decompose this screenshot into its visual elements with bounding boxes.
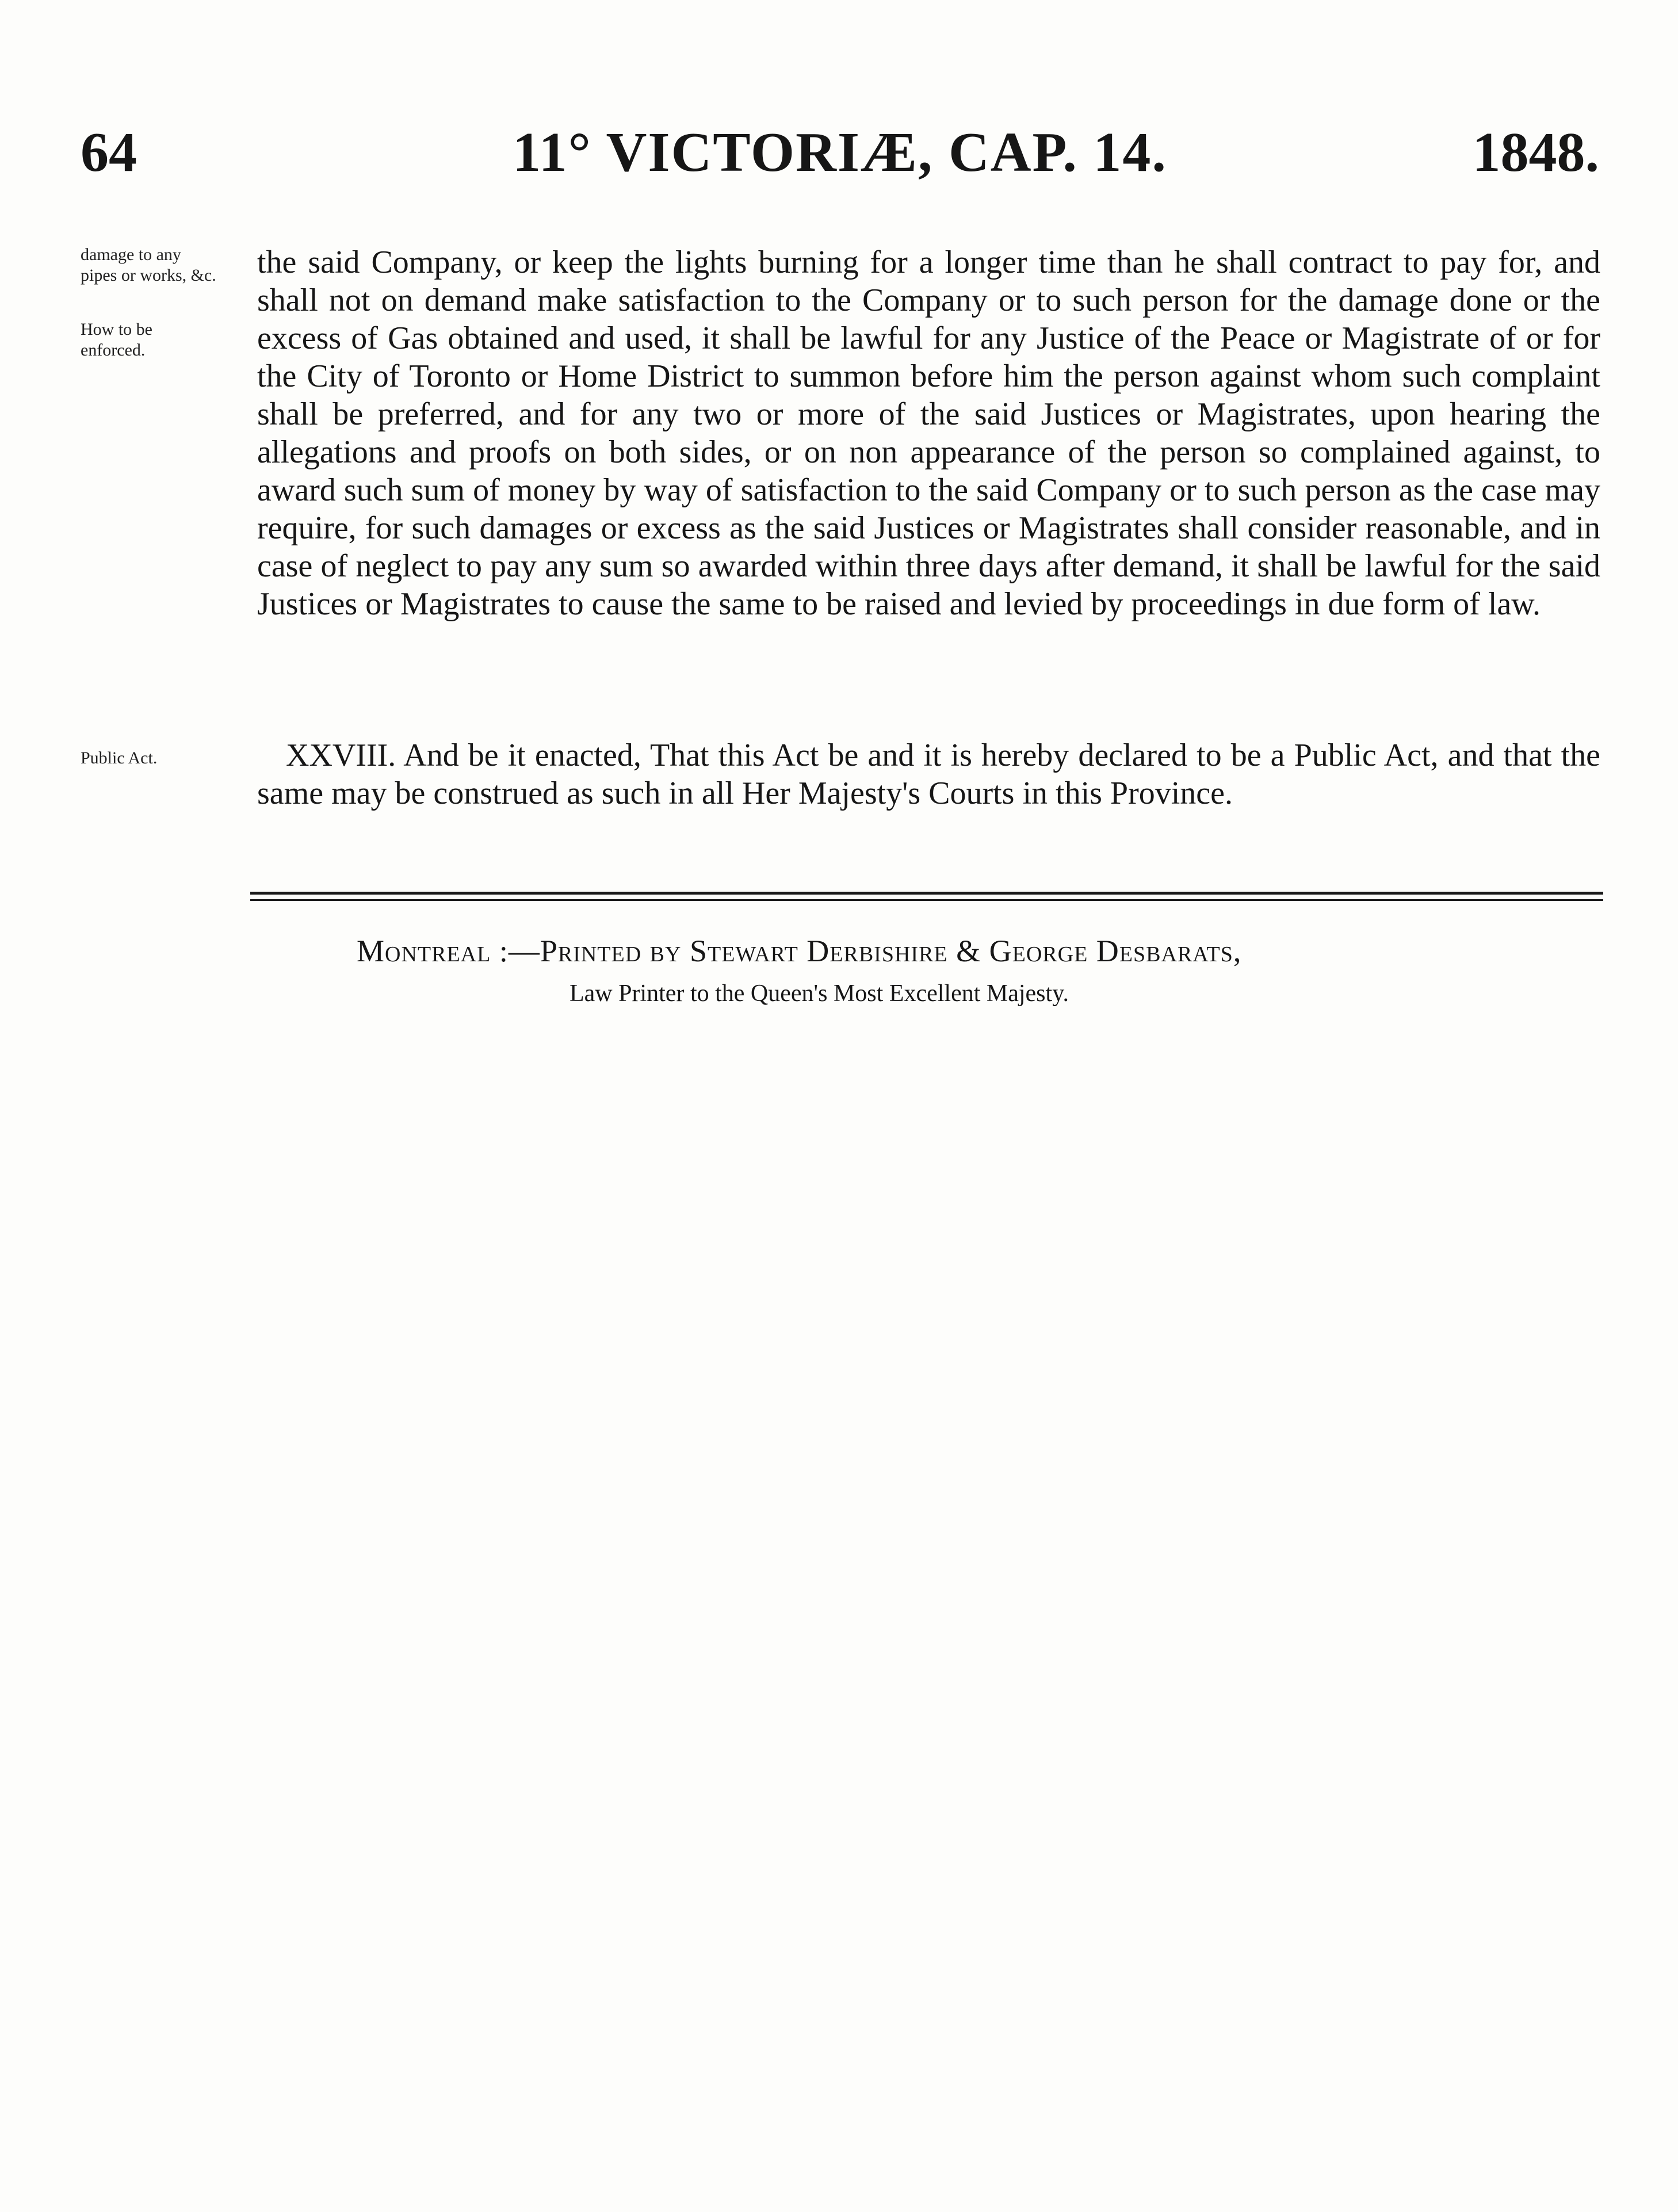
page-number: 64 <box>81 121 137 184</box>
imprint-printer: Montreal :—Printed by Stewart Derbishire & George Desbarats, <box>357 934 1242 968</box>
margin-note-public-act: Public Act. <box>81 748 158 767</box>
body-paragraph-2: XXVIII. And be it enacted, That this Act be and it is hereby declared to be a Public Act, and that the same may be construed as such in all Her Majesty's Courts in this Province. <box>257 738 1600 811</box>
double-rule-divider <box>250 892 1603 904</box>
imprint-law-printer: Law Printer to the Queen's Most Excellent Majesty. <box>569 980 1069 1007</box>
chapter-title: 11° VICTORIÆ, CAP. 14. <box>513 121 1167 184</box>
margin-note-damage: damage to any pipes or works, &c. <box>81 245 216 285</box>
margin-note-enforced: How to be enforced. <box>81 320 152 360</box>
body-paragraph-1: the said Company, or keep the lights burning for a longer time than he shall contract to pay for, and shall not on demand make satisfaction to the Company or to such person for the damage done or the excess of Gas obtained and used, it shall be lawful for any Justice of the Peace or Magistrate of or for the City of Toronto or Home District to summon before him the person against whom such complaint shall be preferred, and for any two or more of the said Justices or Magistrates, upon hearing the allegations and proofs on both sides, or on non appearance of the person so complained against, to award such sum of money by way of satisfaction to the said Company or to such person as the case may require, for such damages or excess as the said Justices or Magistrates shall consider reasonable, and in case of neglect to pay any sum so awarded within three days after demand, it shall be lawful for the said Justices or Magistrates to cause the same to be raised and levied by proceedings in due form of law. <box>257 244 1600 622</box>
year: 1848. <box>1472 121 1599 184</box>
rule-line-thick <box>250 892 1603 895</box>
running-header <box>81 109 1599 196</box>
rule-line-thin <box>250 899 1603 901</box>
